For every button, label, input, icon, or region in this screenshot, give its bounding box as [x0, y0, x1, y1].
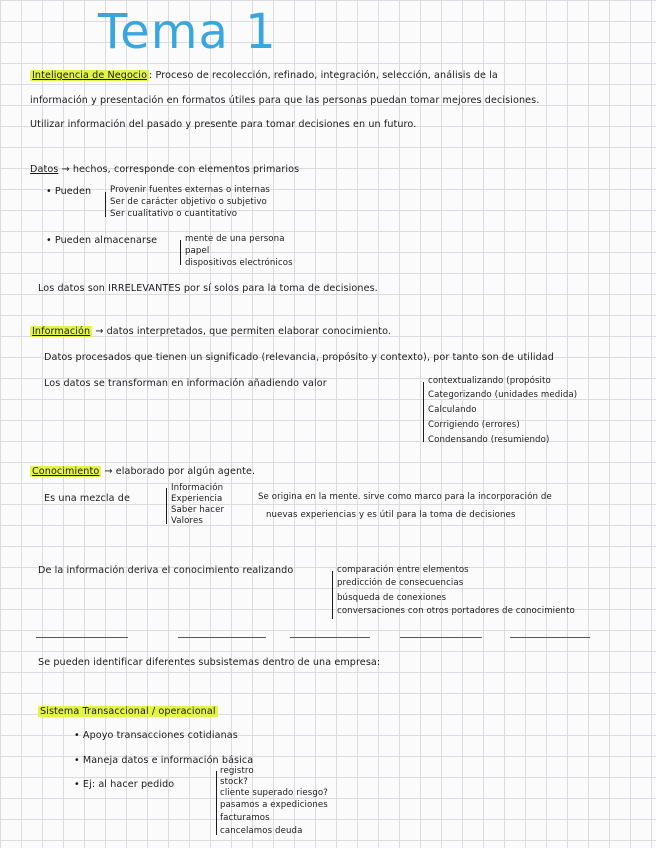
list-item: papel — [185, 246, 210, 256]
list-item: registro — [220, 766, 254, 776]
info-def: → datos interpretados, que permiten elaborar conocimiento. — [95, 326, 392, 337]
list-item: pasamos a expediciones — [220, 800, 328, 810]
brace — [180, 240, 181, 265]
list-item: Información — [171, 483, 224, 493]
datos-def: → hechos, corresponde con elementos primarios — [61, 164, 300, 175]
brace — [166, 488, 167, 524]
list-item: contextualizando (propósito — [428, 376, 551, 386]
list-item: Condensando (resumiendo) — [428, 435, 550, 445]
datos-note: Los datos son IRRELEVANTES por sí solos para la toma de decisiones. — [38, 283, 378, 294]
intro-def: : Proceso de recolección, refinado, integración, selección, análisis de la — [149, 70, 498, 81]
bullet: • Apoyo transacciones cotidianas — [74, 730, 238, 741]
divider — [290, 637, 370, 638]
term-sistema-transaccional: Sistema Transaccional / operacional — [40, 706, 216, 717]
bullet: • Ej: al hacer pedido — [74, 779, 175, 790]
info-line-2: Datos procesados que tienen un significado (relevancia, propósito y contexto), por tanto son de utilidad — [44, 352, 554, 363]
list-item: facturamos — [220, 813, 270, 823]
conocimiento-desc-1: Se origina en la mente. sirve como marco para la incorporación de — [258, 492, 552, 502]
intro-line-1 — [30, 70, 498, 82]
datos-pueden: • Pueden — [46, 186, 92, 197]
term-datos: Datos — [30, 164, 59, 175]
term-inteligencia-negocio: Inteligencia de Negocio — [32, 70, 148, 81]
list-item: cancelamos deuda — [220, 826, 303, 836]
divider — [510, 637, 590, 638]
term-conocimiento: Conocimiento — [32, 466, 100, 477]
brace — [216, 771, 217, 835]
list-item: stock? — [220, 777, 248, 787]
list-item: Calculando — [428, 405, 477, 415]
list-item: conversaciones con otros portadores de conocimiento — [337, 606, 575, 616]
list-item: Provenir fuentes externas o internas — [110, 185, 271, 195]
divider — [400, 637, 482, 638]
list-item: Saber hacer — [171, 505, 225, 515]
conocimiento-desc-2: nuevas experiencias y es útil para la toma de decisiones — [266, 510, 516, 520]
page-title: Tema 1 — [98, 4, 277, 60]
intro-line-2: información y presentación en formatos útiles para que las personas puedan tomar mejores decisiones. — [30, 95, 540, 106]
subsistemas-intro: Se pueden identificar diferentes subsistemas dentro de una empresa: — [38, 657, 381, 668]
conocimiento-deriva: De la información deriva el conocimiento realizando — [38, 565, 294, 576]
list-item: Ser cualitativo o cuantitativo — [110, 209, 238, 219]
list-item: búsqueda de conexiones — [337, 593, 447, 603]
brace — [332, 571, 333, 619]
brace — [423, 382, 424, 442]
datos-line — [30, 164, 299, 176]
conocimiento-mezcla: Es una mezcla de — [44, 493, 130, 504]
list-item: cliente superado riesgo? — [220, 788, 328, 798]
conocimiento-def: → elaborado por algún agente. — [104, 466, 256, 477]
info-line-3: Los datos se transforman en información añadiendo valor — [44, 378, 327, 389]
list-item: mente de una persona — [185, 234, 285, 244]
list-item: comparación entre elementos — [337, 565, 469, 575]
list-item: Categorizando (unidades medida) — [428, 390, 578, 400]
list-item: Ser de carácter objetivo o subjetivo — [110, 197, 267, 207]
list-item: Valores — [171, 516, 203, 526]
subsistemas-heading — [38, 706, 218, 718]
conocimiento-line — [30, 466, 255, 478]
list-item: Experiencia — [171, 494, 223, 504]
info-line — [30, 326, 391, 338]
intro-line-3: Utilizar información del pasado y presente para tomar decisiones en un futuro. — [30, 119, 417, 130]
brace — [105, 192, 106, 217]
bullet: • Maneja datos e información básica — [74, 755, 254, 766]
list-item: dispositivos electrónicos — [185, 258, 293, 268]
datos-almacenar: • Pueden almacenarse — [46, 235, 158, 246]
divider — [36, 637, 128, 638]
divider — [178, 637, 266, 638]
term-informacion: Información — [32, 326, 91, 337]
list-item: predicción de consecuencias — [337, 578, 464, 588]
list-item: Corrigiendo (errores) — [428, 420, 520, 430]
